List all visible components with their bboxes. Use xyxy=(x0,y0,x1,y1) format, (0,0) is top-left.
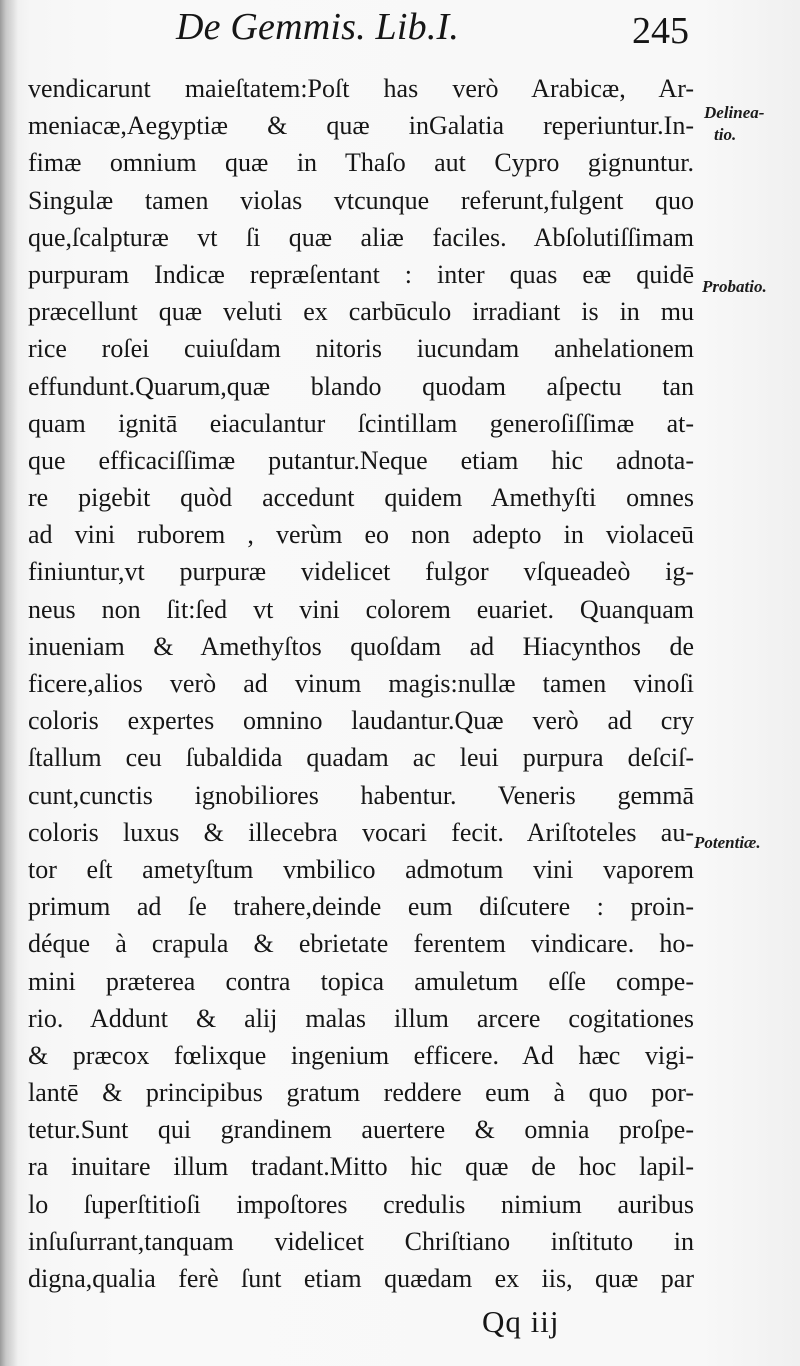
text-line: que efficaciſſimæ putantur.Neque etiam hic adnota- xyxy=(28,445,694,475)
margin-note-probatio xyxy=(702,276,767,298)
text-line: primum ad ſe trahere,deinde eum diſcutere : proin- xyxy=(28,892,694,922)
text-line: vendicarunt maieſtatem:Poſt has verò Arabicæ, Ar- xyxy=(28,74,694,103)
margin-note-line: tio. xyxy=(714,125,737,144)
text-line: quam ignitā eiaculantur ſcintillam generoſiſſimæ at- xyxy=(28,408,694,438)
text-line: finiuntur,vt purpuræ videlicet fulgor vſqueadeò ig- xyxy=(28,557,694,587)
text-line: coloris luxus & illecebra vocari fecit. Ariſtoteles au- xyxy=(28,817,694,847)
text-line: lantē & principibus gratum reddere eum à quo por- xyxy=(28,1078,694,1108)
margin-note-delineatio xyxy=(704,102,764,146)
text-line: ficere,alios verò ad vinum magis:nullæ tamen vinoſi xyxy=(28,669,694,698)
text-line: re pigebit quòd accedunt quidem Amethyſti omnes xyxy=(28,483,694,513)
text-line: ad vini ruborem , verùm eo non adepto in violaceū xyxy=(28,520,694,550)
text-line: Singulæ tamen violas vtcunque referunt,fulgent quo xyxy=(28,185,694,215)
text-line: digna,qualia ferè ſunt etiam quædam ex iis, quæ par xyxy=(28,1264,694,1293)
text-line: ra inuitare illum tradant.Mitto hic quæ de hoc lapil- xyxy=(28,1152,694,1182)
margin-note-potentiae xyxy=(694,832,761,854)
text-line: cunt,cunctis ignobiliores habentur. Veneris gemmā xyxy=(28,780,694,810)
body-text xyxy=(28,70,694,1297)
text-line: inueniam & Amethyſtos quoſdam ad Hiacynthos de xyxy=(28,631,694,661)
text-line: ſtallum ceu ſubaldida quadam ac leui purpura deſciſ- xyxy=(28,743,694,773)
text-line: meniacæ,Aegyptiæ & quæ inGalatia reperiuntur.In- xyxy=(28,111,694,141)
text-line: inſuſurrant,tanquam videlicet Chriſtiano inſtituto in xyxy=(28,1226,694,1256)
running-head: De Gemmis. Lib.I. xyxy=(176,6,460,48)
text-line: rice roſei cuiuſdam nitoris iucundam anhelationem xyxy=(28,334,694,364)
text-line: que,ſcalpturæ vt ſi quæ aliæ faciles. Abſolutiſſimam xyxy=(28,222,694,252)
text-line: neus non ſit:ſed vt vini colorem euariet. Quanquam xyxy=(28,594,694,624)
gutter-shadow xyxy=(0,0,18,1366)
text-line: mini præterea contra topica amuletum eſſe compe- xyxy=(28,966,694,996)
text-line: lo ſuperſtitioſi impoſtores credulis nimium auribus xyxy=(28,1189,694,1219)
text-line: præcellunt quæ veluti ex carbūculo irradiant is in mu xyxy=(28,297,694,327)
text-line: déque à crapula & ebrietate ferentem vindicare. ho- xyxy=(28,929,694,959)
text-line: & præcox fœlixque ingenium efficere. Ad hæc vigi- xyxy=(28,1040,694,1070)
margin-note-line: Delinea- xyxy=(704,103,765,122)
text-line: effundunt.Quarum,quæ blando quodam aſpectu tan xyxy=(28,371,694,401)
text-line: rio. Addunt & alij malas illum arcere cogitationes xyxy=(28,1003,694,1033)
page-number: 245 xyxy=(632,10,689,52)
text-line: coloris expertes omnino laudantur.Quæ verò ad cry xyxy=(28,706,694,736)
margin-note-line: Probatio. xyxy=(702,277,767,296)
text-line: tetur.Sunt qui grandinem auertere & omnia proſpe- xyxy=(28,1115,694,1145)
text-line: tor eſt ametyſtum vmbilico admotum vini vaporem xyxy=(28,854,694,884)
margin-note-line: Potentiæ. xyxy=(694,833,761,852)
text-line: fimæ omnium quæ in Thaſo aut Cypro gignuntur. xyxy=(28,148,694,178)
text-line: purpuram Indicæ repræſentant : inter quas eæ quidē xyxy=(28,259,694,289)
signature-mark: Qq iij xyxy=(482,1304,560,1339)
